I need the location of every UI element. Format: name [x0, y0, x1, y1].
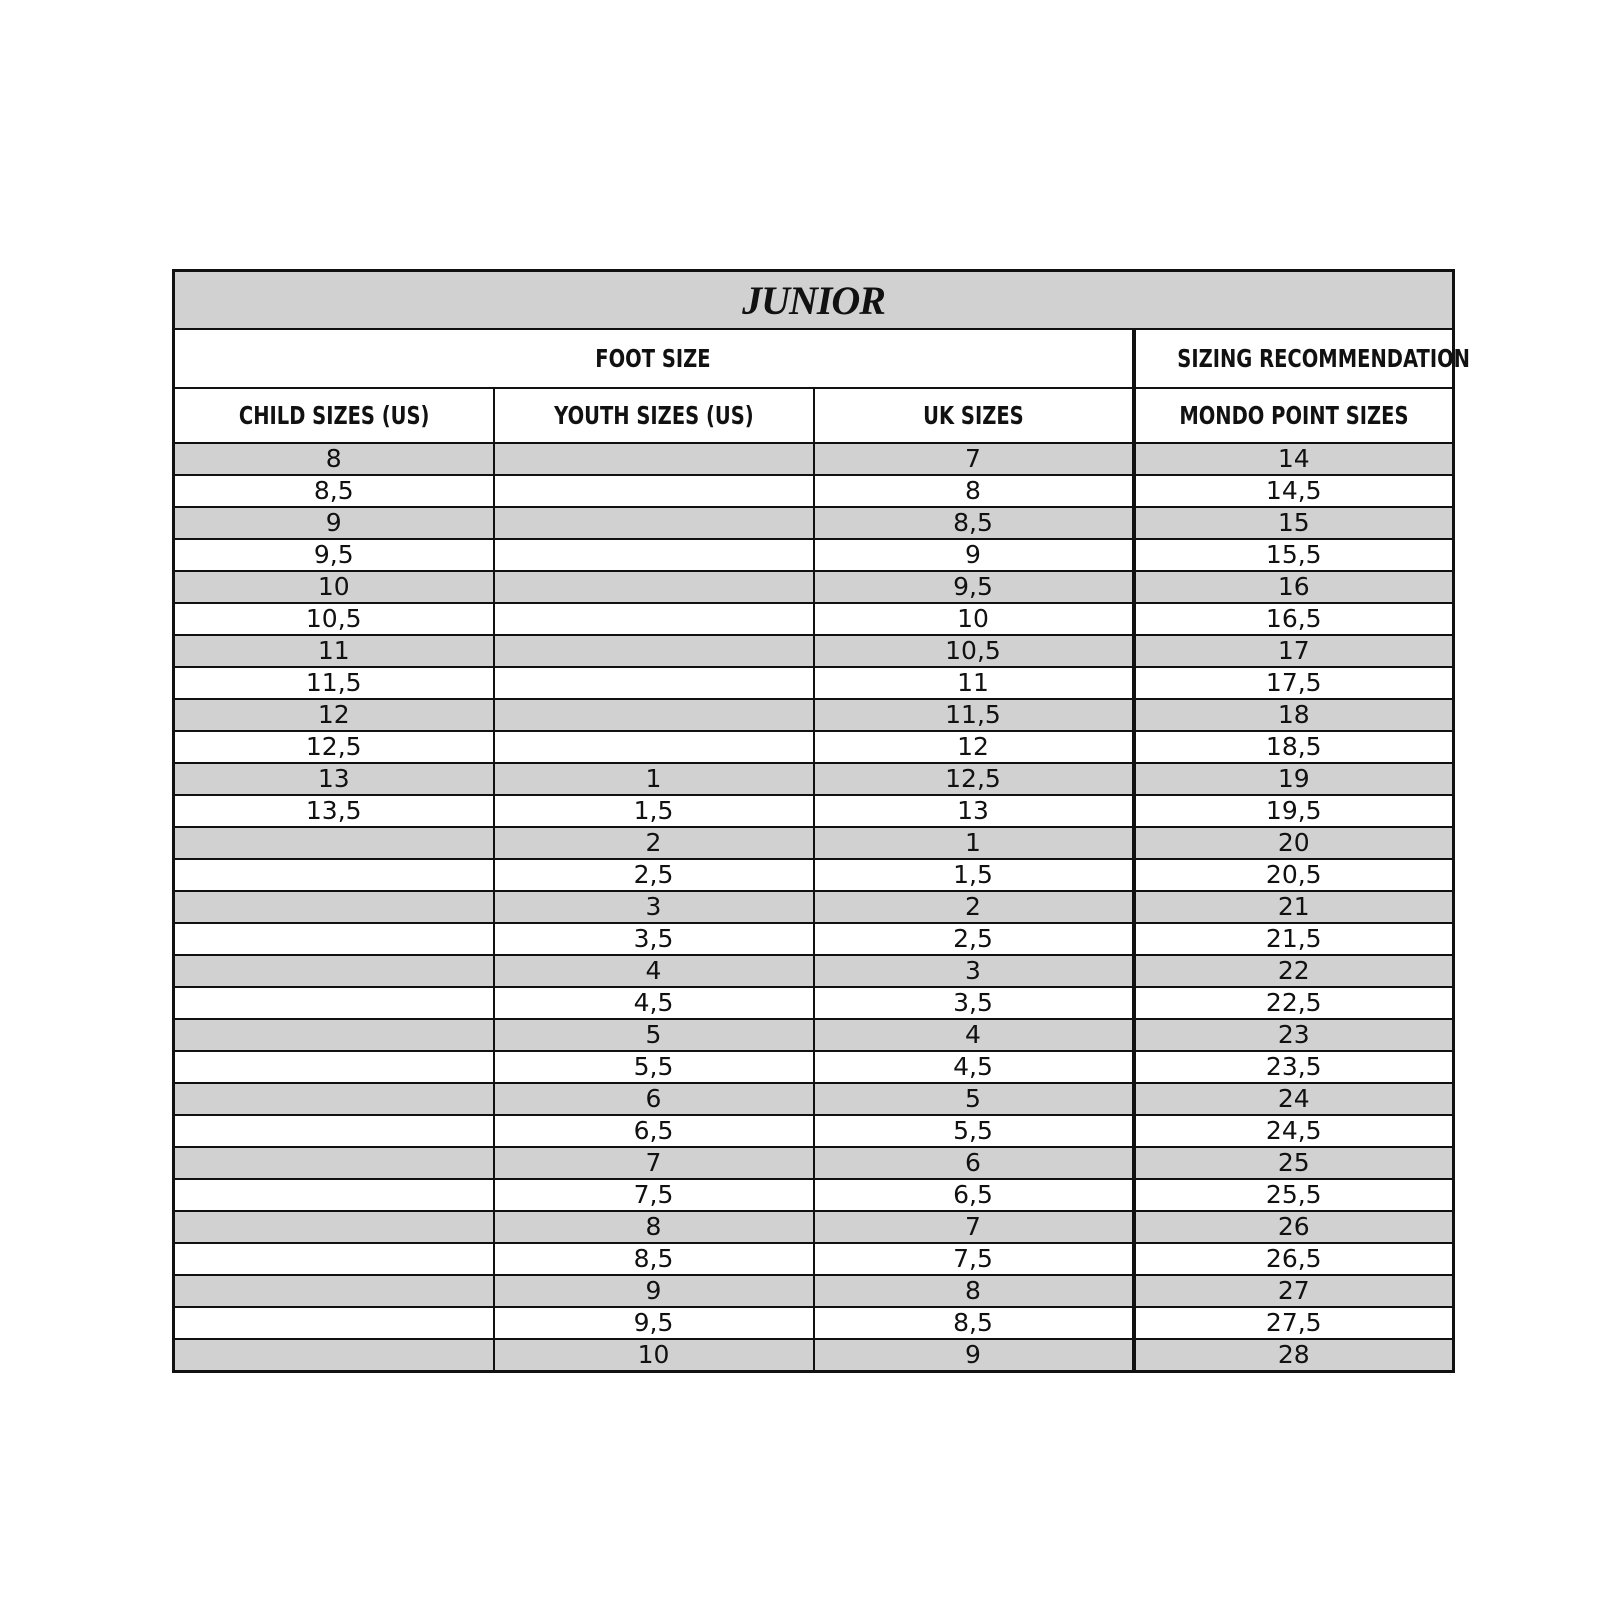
youth-us-cell: 4	[494, 955, 814, 987]
mondo-point-cell: 22	[1134, 955, 1454, 987]
column-header-row	[174, 388, 1454, 443]
youth-us-cell: 9,5	[494, 1307, 814, 1339]
column-header-child-us: CHILD SIZES (US)	[174, 388, 494, 443]
uk-cell: 11	[814, 667, 1134, 699]
child-us-cell	[174, 1243, 494, 1275]
column-header-youth-us: YOUTH SIZES (US)	[494, 388, 814, 443]
youth-us-cell: 9	[494, 1275, 814, 1307]
mondo-point-cell: 24	[1134, 1083, 1454, 1115]
mondo-point-cell: 28	[1134, 1339, 1454, 1372]
child-us-cell	[174, 1339, 494, 1372]
mondo-point-cell: 15,5	[1134, 539, 1454, 571]
youth-us-cell	[494, 699, 814, 731]
child-us-cell: 12	[174, 699, 494, 731]
youth-us-cell: 6	[494, 1083, 814, 1115]
mondo-point-cell: 26	[1134, 1211, 1454, 1243]
mondo-point-cell: 15	[1134, 507, 1454, 539]
mondo-point-cell: 17,5	[1134, 667, 1454, 699]
table-row	[174, 1115, 1454, 1147]
youth-us-cell	[494, 539, 814, 571]
child-us-cell: 8	[174, 443, 494, 475]
youth-us-cell	[494, 571, 814, 603]
uk-cell: 9	[814, 1339, 1134, 1372]
table-row	[174, 987, 1454, 1019]
uk-cell: 2,5	[814, 923, 1134, 955]
table-row	[174, 923, 1454, 955]
child-us-cell: 10,5	[174, 603, 494, 635]
uk-cell: 4	[814, 1019, 1134, 1051]
child-us-cell	[174, 987, 494, 1019]
table-row	[174, 1307, 1454, 1339]
mondo-point-cell: 14	[1134, 443, 1454, 475]
youth-us-cell: 7,5	[494, 1179, 814, 1211]
column-header-uk: UK SIZES	[814, 388, 1134, 443]
table-row	[174, 1211, 1454, 1243]
uk-cell: 8	[814, 475, 1134, 507]
youth-us-cell	[494, 635, 814, 667]
junior-size-chart	[172, 269, 1470, 1373]
child-us-cell	[174, 1275, 494, 1307]
uk-cell: 6,5	[814, 1179, 1134, 1211]
mondo-point-cell: 24,5	[1134, 1115, 1454, 1147]
uk-cell: 7,5	[814, 1243, 1134, 1275]
table-row	[174, 699, 1454, 731]
table-row	[174, 1147, 1454, 1179]
youth-us-cell	[494, 667, 814, 699]
table-row	[174, 955, 1454, 987]
foot-size-header: FOOT SIZE	[174, 329, 1134, 388]
mondo-point-cell: 27,5	[1134, 1307, 1454, 1339]
uk-cell: 7	[814, 443, 1134, 475]
child-us-cell: 11,5	[174, 667, 494, 699]
youth-us-cell	[494, 731, 814, 763]
mondo-point-cell: 27	[1134, 1275, 1454, 1307]
table-title: JUNIOR	[174, 271, 1454, 330]
table-row	[174, 1051, 1454, 1083]
uk-cell: 8	[814, 1275, 1134, 1307]
mondo-point-cell: 23	[1134, 1019, 1454, 1051]
uk-cell: 12,5	[814, 763, 1134, 795]
table-row	[174, 475, 1454, 507]
child-us-cell	[174, 1019, 494, 1051]
table-row	[174, 539, 1454, 571]
uk-cell: 10	[814, 603, 1134, 635]
child-us-cell	[174, 1083, 494, 1115]
mondo-point-cell: 16,5	[1134, 603, 1454, 635]
uk-cell: 8,5	[814, 507, 1134, 539]
table-row	[174, 507, 1454, 539]
child-us-cell	[174, 955, 494, 987]
uk-cell: 8,5	[814, 1307, 1134, 1339]
mondo-point-cell: 19	[1134, 763, 1454, 795]
child-us-cell	[174, 1307, 494, 1339]
table-row	[174, 763, 1454, 795]
child-us-cell: 11	[174, 635, 494, 667]
mondo-point-cell: 18,5	[1134, 731, 1454, 763]
child-us-cell	[174, 1179, 494, 1211]
uk-cell: 10,5	[814, 635, 1134, 667]
mondo-point-cell: 17	[1134, 635, 1454, 667]
uk-cell: 5,5	[814, 1115, 1134, 1147]
youth-us-cell: 3	[494, 891, 814, 923]
mondo-point-cell: 25	[1134, 1147, 1454, 1179]
table-row	[174, 571, 1454, 603]
table-row	[174, 603, 1454, 635]
table-row	[174, 1083, 1454, 1115]
mondo-point-cell: 20	[1134, 827, 1454, 859]
youth-us-cell: 2,5	[494, 859, 814, 891]
mondo-point-cell: 21	[1134, 891, 1454, 923]
youth-us-cell: 2	[494, 827, 814, 859]
child-us-cell	[174, 891, 494, 923]
uk-cell: 2	[814, 891, 1134, 923]
youth-us-cell: 10	[494, 1339, 814, 1372]
mondo-point-cell: 26,5	[1134, 1243, 1454, 1275]
youth-us-cell: 4,5	[494, 987, 814, 1019]
table-row	[174, 1339, 1454, 1372]
child-us-cell	[174, 859, 494, 891]
mondo-point-cell: 18	[1134, 699, 1454, 731]
uk-cell: 3,5	[814, 987, 1134, 1019]
child-us-cell: 9	[174, 507, 494, 539]
youth-us-cell: 6,5	[494, 1115, 814, 1147]
youth-us-cell: 1,5	[494, 795, 814, 827]
child-us-cell	[174, 1115, 494, 1147]
child-us-cell	[174, 1211, 494, 1243]
column-header-mondo-point: MONDO POINT SIZES	[1134, 388, 1454, 443]
mondo-point-cell: 16	[1134, 571, 1454, 603]
table-row	[174, 1179, 1454, 1211]
child-us-cell: 8,5	[174, 475, 494, 507]
size-rows	[174, 443, 1454, 1372]
mondo-point-cell: 22,5	[1134, 987, 1454, 1019]
uk-cell: 3	[814, 955, 1134, 987]
youth-us-cell: 5,5	[494, 1051, 814, 1083]
sizing-recommendation-header: SIZING RECOMMENDATION	[1134, 329, 1454, 388]
youth-us-cell: 1	[494, 763, 814, 795]
youth-us-cell: 7	[494, 1147, 814, 1179]
youth-us-cell	[494, 507, 814, 539]
table-row	[174, 1275, 1454, 1307]
table-row	[174, 635, 1454, 667]
uk-cell: 12	[814, 731, 1134, 763]
uk-cell: 6	[814, 1147, 1134, 1179]
child-us-cell: 13	[174, 763, 494, 795]
child-us-cell	[174, 923, 494, 955]
uk-cell: 9,5	[814, 571, 1134, 603]
uk-cell: 4,5	[814, 1051, 1134, 1083]
mondo-point-cell: 14,5	[1134, 475, 1454, 507]
table-row	[174, 1019, 1454, 1051]
table-row	[174, 891, 1454, 923]
child-us-cell	[174, 827, 494, 859]
table-row	[174, 667, 1454, 699]
title-row	[174, 271, 1454, 330]
uk-cell: 11,5	[814, 699, 1134, 731]
youth-us-cell	[494, 443, 814, 475]
child-us-cell: 10	[174, 571, 494, 603]
youth-us-cell	[494, 475, 814, 507]
uk-cell: 1	[814, 827, 1134, 859]
uk-cell: 1,5	[814, 859, 1134, 891]
table-row	[174, 443, 1454, 475]
uk-cell: 13	[814, 795, 1134, 827]
table-row	[174, 827, 1454, 859]
youth-us-cell: 8,5	[494, 1243, 814, 1275]
table-row	[174, 795, 1454, 827]
youth-us-cell: 8	[494, 1211, 814, 1243]
mondo-point-cell: 21,5	[1134, 923, 1454, 955]
group-header-row	[174, 329, 1454, 388]
mondo-point-cell: 20,5	[1134, 859, 1454, 891]
youth-us-cell: 5	[494, 1019, 814, 1051]
uk-cell: 9	[814, 539, 1134, 571]
child-us-cell	[174, 1051, 494, 1083]
child-us-cell	[174, 1147, 494, 1179]
table-row	[174, 1243, 1454, 1275]
youth-us-cell	[494, 603, 814, 635]
mondo-point-cell: 25,5	[1134, 1179, 1454, 1211]
table-row	[174, 859, 1454, 891]
mondo-point-cell: 23,5	[1134, 1051, 1454, 1083]
child-us-cell: 9,5	[174, 539, 494, 571]
uk-cell: 7	[814, 1211, 1134, 1243]
child-us-cell: 13,5	[174, 795, 494, 827]
uk-cell: 5	[814, 1083, 1134, 1115]
youth-us-cell: 3,5	[494, 923, 814, 955]
mondo-point-cell: 19,5	[1134, 795, 1454, 827]
table-row	[174, 731, 1454, 763]
child-us-cell: 12,5	[174, 731, 494, 763]
